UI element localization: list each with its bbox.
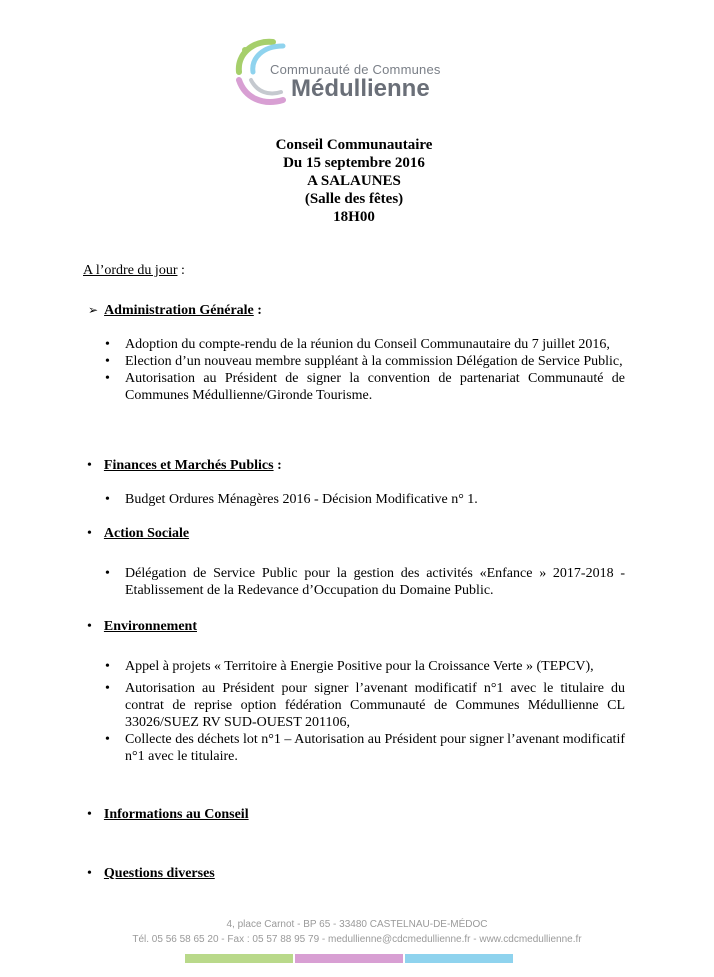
agenda-heading: A l’ordre du jour : xyxy=(83,263,185,278)
finances-items xyxy=(103,491,625,508)
list-item: • Délégation de Service Public pour la gestion des activités «Enfance » 2017-2018 - Etablissement de la Redevance d’Occupation du Domaine Public. xyxy=(103,565,625,599)
bullet-icon: • xyxy=(87,458,92,473)
section-action-sociale xyxy=(87,525,189,542)
footer-contact: Tél. 05 56 58 65 20 - Fax : 05 57 88 95 79 - medullienne@cdcmedullienne.fr - www.cdcmedullienne.fr xyxy=(132,934,582,945)
bullet-icon: • xyxy=(87,866,92,881)
section-title: Informations au Conseil xyxy=(103,807,249,822)
bullet-icon: • xyxy=(87,526,92,541)
footer-bar-green xyxy=(185,954,293,963)
header-location: A SALAUNES xyxy=(307,173,401,189)
section-questions xyxy=(87,865,215,882)
section-administration: ➢ Administration Générale : xyxy=(88,303,262,318)
header-date: Du 15 septembre 2016 xyxy=(283,155,425,171)
admin-items xyxy=(103,336,625,404)
section-title: Questions diverses xyxy=(103,866,215,881)
logo-text-line1: Communauté de Communes xyxy=(270,62,441,77)
logo xyxy=(233,36,473,108)
list-item: • Autorisation au Président pour signer l’avenant modificatif n°1 avec le titulaire du contrat de reprise option fédération Communauté de Communes Médullienne CL 33026/SUEZ RV SUD-OUEST 201106, xyxy=(103,680,625,731)
section-title: Environnement xyxy=(103,619,197,634)
list-item: • Autorisation au Président de signer la convention de partenariat Communauté de Communes Médullienne/Gironde Tourisme. xyxy=(103,370,625,404)
list-item: • Adoption du compte-rendu de la réunion du Conseil Communautaire du 7 juillet 2016, xyxy=(103,336,625,353)
section-title: Finances et Marchés Publics xyxy=(103,458,274,473)
list-item: • Election d’un nouveau membre suppléant à la commission Délégation de Service Public, xyxy=(103,353,625,370)
bullet-icon: • xyxy=(87,807,92,822)
footer-bar-pink xyxy=(295,954,403,963)
header-title: Conseil Communautaire xyxy=(275,137,433,153)
list-item: • Budget Ordures Ménagères 2016 - Décision Modificative n° 1. xyxy=(103,491,625,508)
section-finances: • Finances et Marchés Publics : xyxy=(87,458,282,473)
logo-text-line2: Médullienne xyxy=(291,75,430,102)
section-title: Administration Générale xyxy=(104,303,254,318)
sociale-items xyxy=(103,565,625,599)
section-title: Action Sociale xyxy=(103,526,190,541)
header-time: 18H00 xyxy=(333,209,375,225)
env-items xyxy=(103,658,625,765)
arrow-bullet-icon: ➢ xyxy=(88,303,99,317)
bullet-icon: • xyxy=(87,619,92,634)
list-item: • Appel à projets « Territoire à Energie Positive pour la Croissance Verte » (TEPCV), xyxy=(103,658,625,675)
list-item: • Collecte des déchets lot n°1 – Autorisation au Président pour signer l’avenant modificatif n°1 avec le titulaire. xyxy=(103,731,625,765)
meeting-header xyxy=(0,136,708,226)
header-venue: (Salle des fêtes) xyxy=(304,191,404,207)
section-environnement xyxy=(87,618,197,635)
section-informations xyxy=(87,806,249,823)
footer-address: 4, place Carnot - BP 65 - 33480 CASTELNAU-DE-MÉDOC xyxy=(226,919,488,930)
footer-bar-blue xyxy=(405,954,513,963)
